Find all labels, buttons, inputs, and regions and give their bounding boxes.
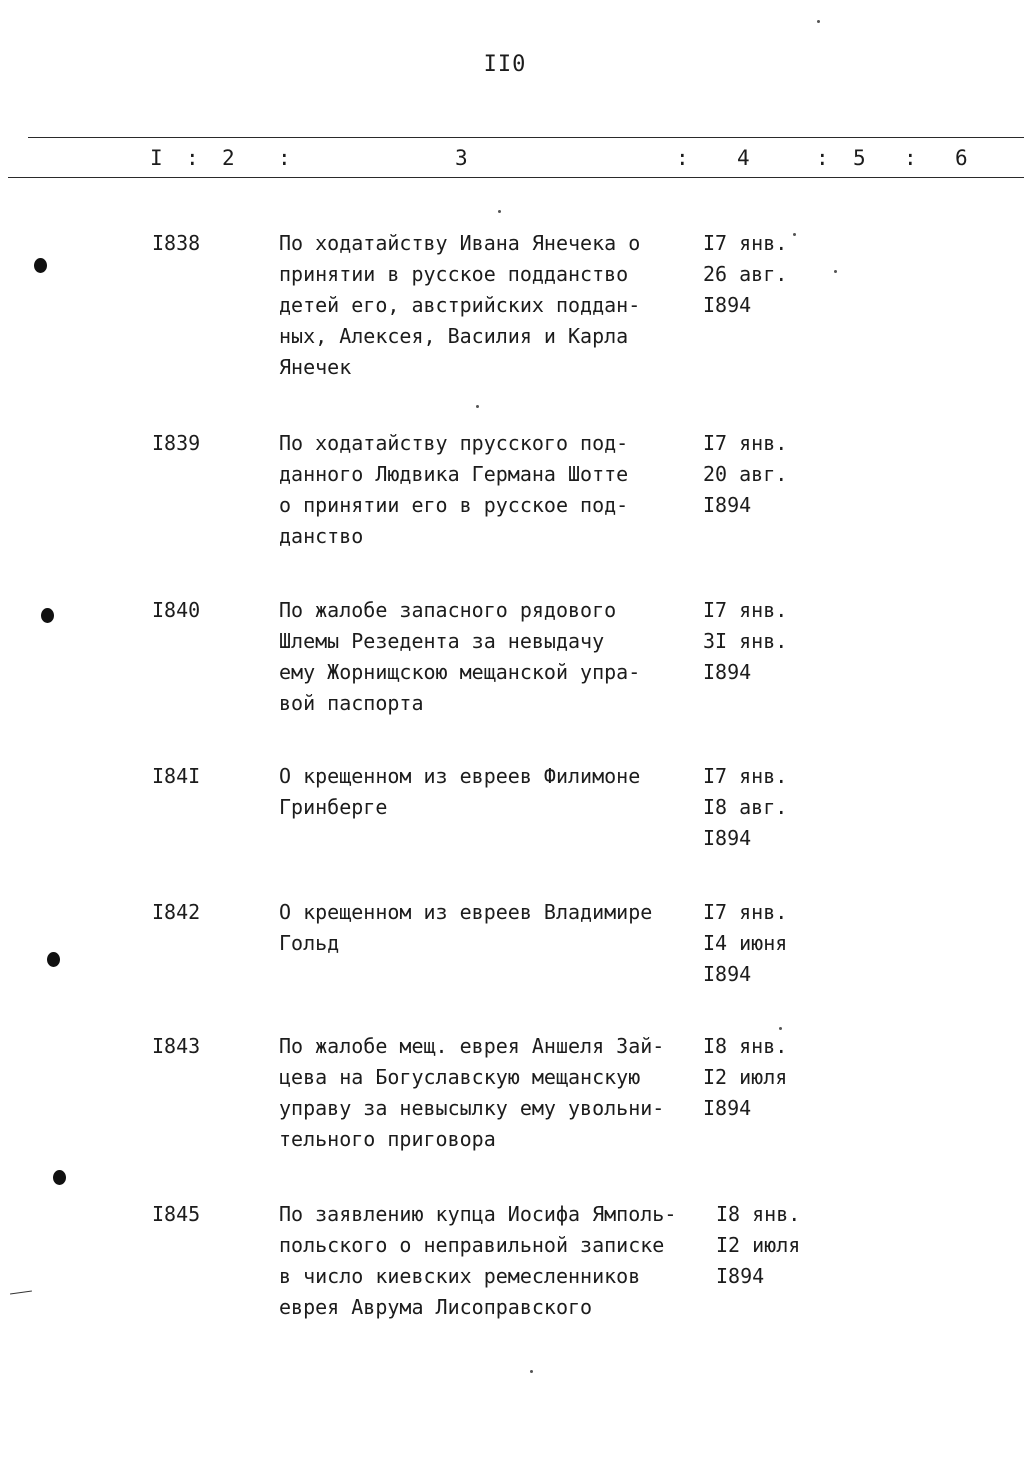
date-start: I7 янв. [703, 598, 788, 622]
column-separator: : [278, 146, 291, 170]
description-line: тельного приговора [279, 1127, 496, 1151]
description-line: цева на Богуславскую мещанскую [279, 1065, 641, 1089]
date-start: I7 янв. [703, 900, 788, 924]
date-start: I8 янв. [703, 1034, 788, 1058]
scan-speck [498, 210, 501, 213]
description-line: принятии в русское подданство [279, 262, 629, 286]
entry-description [279, 1199, 699, 1323]
header-bottom-rule [8, 177, 1024, 178]
date-year: I894 [703, 826, 752, 850]
date-end: I8 авг. [703, 795, 788, 819]
description-line: Гринберге [279, 795, 388, 819]
header-top-rule [28, 137, 1024, 138]
column-separator: : [904, 146, 917, 170]
column-header-2: 2 [222, 146, 235, 170]
date-start: I7 янв. [703, 231, 788, 255]
entry-description [279, 1031, 699, 1155]
description-line: детей его, австрийских поддан- [279, 293, 641, 317]
date-start: I7 янв. [703, 764, 788, 788]
scan-speck [793, 233, 796, 236]
entry-number: I838 [152, 231, 201, 255]
scan-speck [779, 1027, 782, 1030]
entry-number: I840 [152, 598, 201, 622]
description-line: По заявлению купца Иосифа Ямполь- [279, 1202, 677, 1226]
description-line: управу за невысылку ему увольни- [279, 1096, 665, 1120]
entry-dates [703, 428, 787, 521]
column-header-4: 4 [737, 146, 750, 170]
description-line: О крещенном из евреев Владимире [279, 900, 653, 924]
punch-hole [53, 1170, 66, 1185]
entry-description [279, 761, 699, 823]
entry-dates [703, 1031, 787, 1124]
entry-number: I839 [152, 431, 201, 455]
entry-dates [716, 1199, 800, 1292]
column-header-5: 5 [853, 146, 866, 170]
description-line: О крещенном из евреев Филимоне [279, 764, 641, 788]
description-line: Янечек [279, 355, 352, 379]
entry-description [279, 228, 699, 383]
entry-dates [703, 897, 787, 990]
description-line: Гольд [279, 931, 340, 955]
entry-description [279, 428, 699, 552]
entry-number: I843 [152, 1034, 201, 1058]
scan-speck [530, 1370, 533, 1373]
entry-number: I842 [152, 900, 201, 924]
description-line: о принятии его в русское под- [279, 493, 629, 517]
scan-speck [834, 270, 837, 273]
date-year: I894 [703, 962, 752, 986]
punch-hole [41, 608, 54, 623]
margin-mark [10, 1290, 32, 1294]
column-header-6: 6 [955, 146, 968, 170]
date-year: I894 [703, 1096, 752, 1120]
date-year: I894 [703, 493, 752, 517]
description-line: По жалобе мещ. еврея Аншеля Зай- [279, 1034, 665, 1058]
column-separator: : [186, 146, 199, 170]
date-end: I2 июля [703, 1065, 788, 1089]
entry-dates [703, 595, 787, 688]
date-end: 26 авг. [703, 262, 788, 286]
date-end: 3I янв. [703, 629, 788, 653]
description-line: еврея Аврума Лисоправского [279, 1295, 593, 1319]
date-year: I894 [703, 293, 752, 317]
description-line: данство [279, 524, 364, 548]
description-line: Шлемы Резедента за невыдачу [279, 629, 605, 653]
entry-description [279, 897, 699, 959]
column-separator: : [676, 146, 689, 170]
description-line: ему Жорнищскою мещанской упра- [279, 660, 641, 684]
description-line: По ходатайству прусского под- [279, 431, 629, 455]
description-line: польского о неправильной записке [279, 1233, 665, 1257]
description-line: ных, Алексея, Василия и Карла [279, 324, 629, 348]
description-line: в число киевских ремесленников [279, 1264, 641, 1288]
punch-hole [34, 258, 47, 273]
date-year: I894 [703, 660, 752, 684]
date-end: I4 июня [703, 931, 788, 955]
scan-speck [817, 20, 820, 23]
date-start: I7 янв. [703, 431, 788, 455]
entry-dates [703, 761, 787, 854]
date-end: 20 авг. [703, 462, 788, 486]
entry-dates [703, 228, 787, 321]
punch-hole [47, 952, 60, 967]
entry-number: I84I [152, 764, 201, 788]
date-end: I2 июля [716, 1233, 801, 1257]
description-line: По ходатайству Ивана Янечека о [279, 231, 641, 255]
description-line: вой паспорта [279, 691, 424, 715]
column-header-1: I [150, 146, 163, 170]
date-year: I894 [716, 1264, 765, 1288]
page-number: II0 [483, 52, 527, 77]
description-line: данного Людвика Германа Шотте [279, 462, 629, 486]
entry-number: I845 [152, 1202, 201, 1226]
column-header-3: 3 [455, 146, 468, 170]
scan-speck [476, 405, 479, 408]
column-separator: : [816, 146, 829, 170]
description-line: По жалобе запасного рядового [279, 598, 617, 622]
date-start: I8 янв. [716, 1202, 801, 1226]
entry-description [279, 595, 699, 719]
